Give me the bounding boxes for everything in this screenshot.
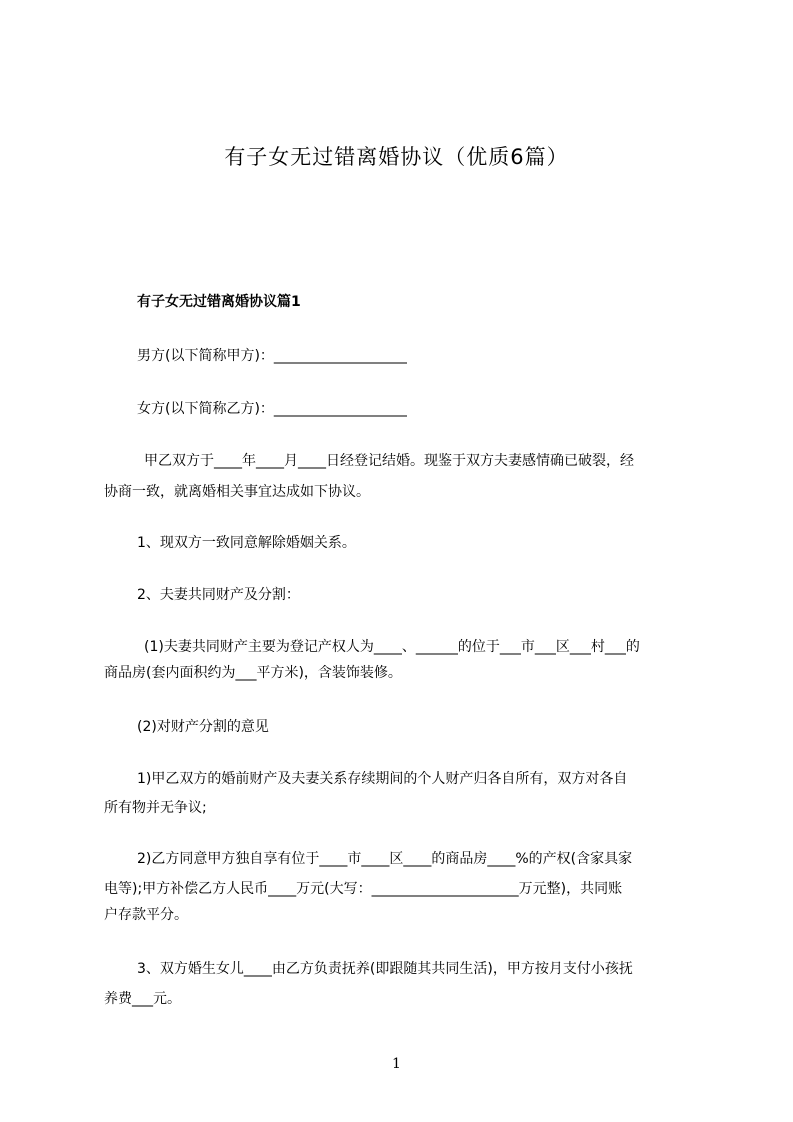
- clause-line: 2、夫妻共同财产及分割：: [137, 587, 300, 603]
- paragraph-line: 所有物并无争议;: [104, 800, 207, 816]
- page-number: 1: [392, 1056, 401, 1072]
- paragraph-line: (1)夫妻共同财产主要为登记产权人为____、______的位于___市___区___村___的: [144, 639, 640, 655]
- paragraph-line: 户存款平分。: [104, 907, 188, 923]
- paragraph-line: 协商一致，就离婚相关事宜达成如下协议。: [104, 484, 370, 500]
- section-heading: 有子女无过错离婚协议篇1: [137, 294, 301, 310]
- wife-line: 女方(以下简称乙方)：___________________: [137, 401, 407, 417]
- paragraph-line: 3、双方婚生女儿____由乙方负责抚养(即跟随其共同生活)，甲方按月支付小孩抚: [137, 961, 633, 977]
- paragraph-line: 养费___元。: [104, 991, 181, 1007]
- paragraph-line: 商品房(套内面积约为___平方米)，含装饰装修。: [104, 665, 402, 681]
- clause-line: (2)对财产分割的意见: [137, 719, 269, 735]
- paragraph-line: 1)甲乙双方的婚前财产及夫妻关系存续期间的个人财产归各自所有，双方对各自: [137, 771, 628, 787]
- paragraph-line: 2)乙方同意甲方独自享有位于____市____区____的商品房____%的产权(含家具家: [137, 851, 633, 867]
- paragraph-line: 甲乙双方于____年____月____日经登记结婚。现鉴于双方夫妻感情确已破裂，经: [144, 453, 634, 469]
- husband-line: 男方(以下简称甲方)：___________________: [137, 348, 407, 364]
- paragraph-line: 电等);甲方补偿乙方人民币____万元(大写：_____________________万元整)，共同账: [104, 881, 623, 897]
- document-title: 有子女无过错离婚协议（优质6篇）: [224, 145, 569, 169]
- clause-line: 1、现双方一致同意解除婚姻关系。: [137, 535, 356, 551]
